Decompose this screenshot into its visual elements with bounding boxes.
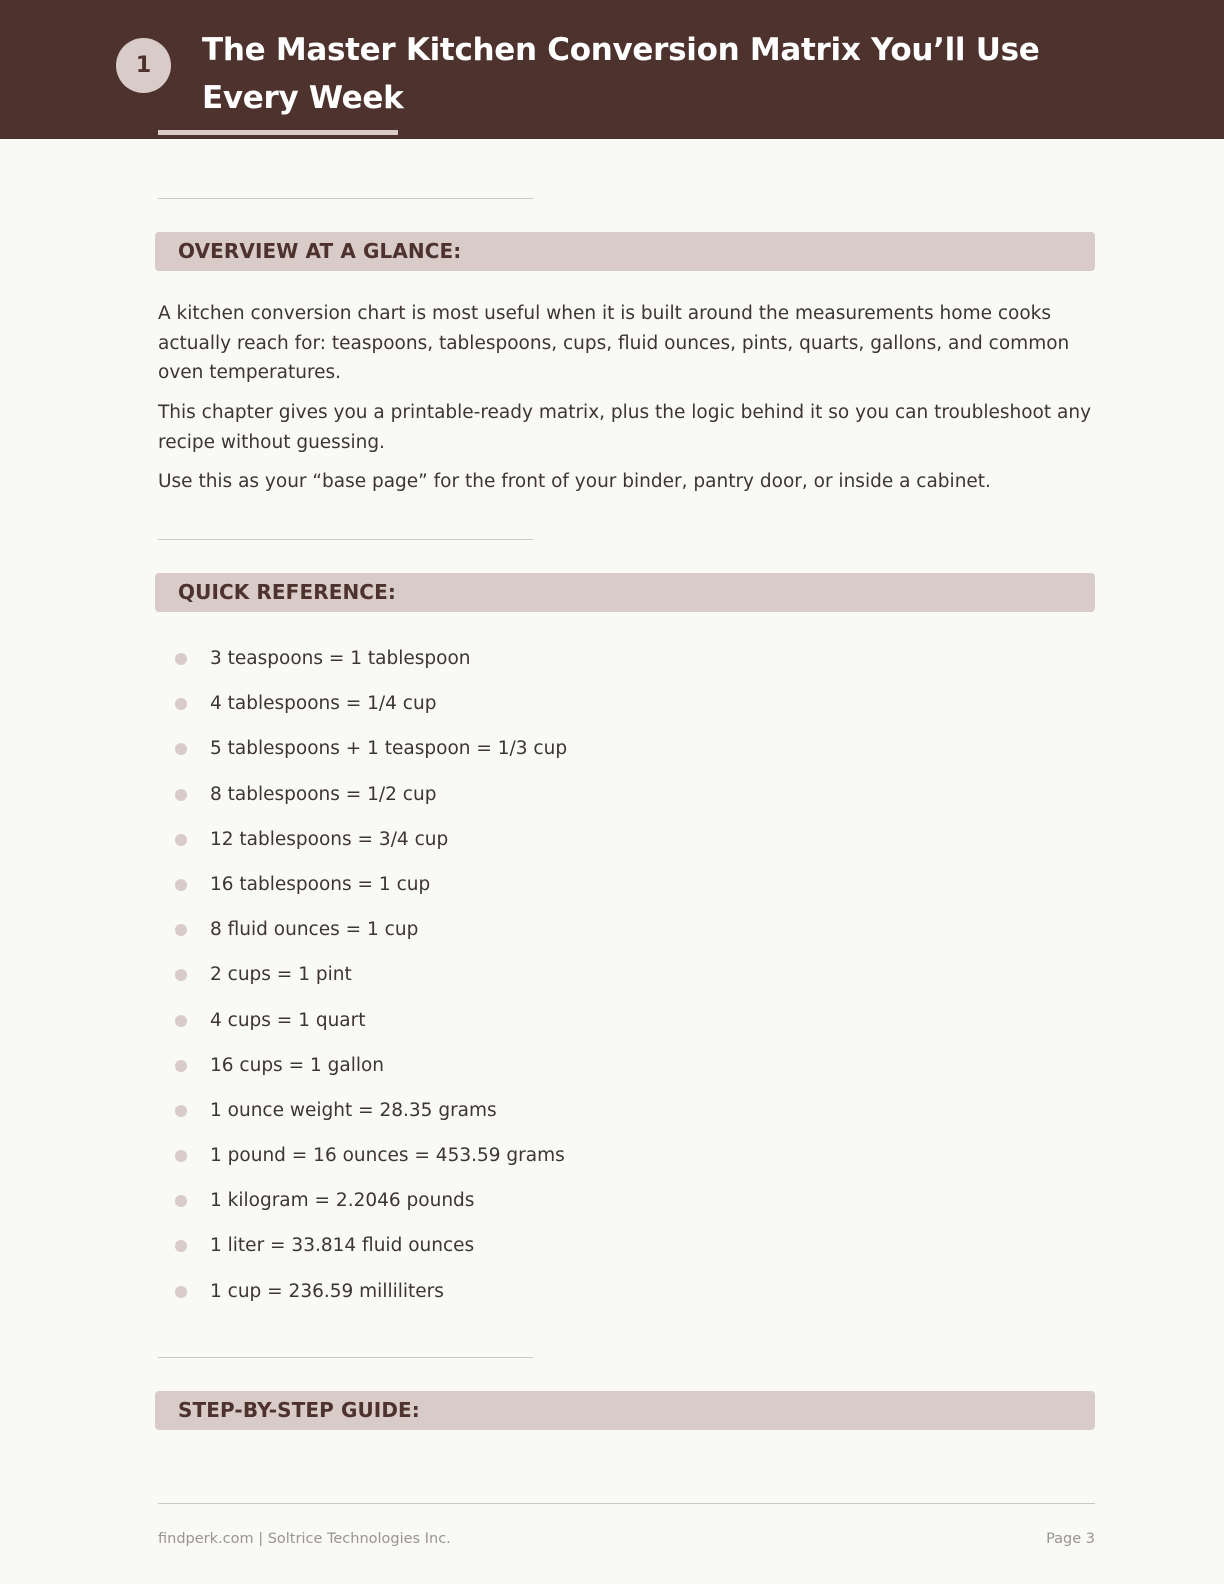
list-item <box>0 781 900 826</box>
bullet-icon <box>175 1195 187 1207</box>
bullet-icon <box>175 1105 187 1117</box>
bullet-icon <box>175 1015 187 1027</box>
section-heading-overview <box>155 232 1095 271</box>
overview-paragraph: Use this as your “base page” for the front of your binder, pantry door, or inside a cabinet. <box>158 471 991 492</box>
section-divider <box>158 198 533 199</box>
list-item-text: 8 tablespoons = 1/2 cup <box>210 783 437 805</box>
list-item <box>0 1052 900 1097</box>
bullet-icon <box>175 743 187 755</box>
page-number: Page 3 <box>1046 1531 1095 1547</box>
list-item <box>0 871 900 916</box>
list-item <box>0 916 900 961</box>
list-item-text: 1 pound = 16 ounces = 453.59 grams <box>210 1145 565 1167</box>
bullet-icon <box>175 879 187 891</box>
list-item-text: 2 cups = 1 pint <box>210 964 352 986</box>
list-item <box>0 645 900 690</box>
list-item-text: 8 fluid ounces = 1 cup <box>210 919 419 941</box>
list-item-text: 12 tablespoons = 3/4 cup <box>210 828 449 850</box>
section-heading-quick-reference <box>155 573 1095 612</box>
list-item-text: 16 tablespoons = 1 cup <box>210 873 431 895</box>
bullet-icon <box>175 969 187 981</box>
list-item-text: 5 tablespoons + 1 teaspoon = 1/3 cup <box>210 738 568 760</box>
list-item <box>0 1187 900 1232</box>
section-divider <box>158 539 533 540</box>
list-item-text: 16 cups = 1 gallon <box>210 1054 385 1076</box>
list-item-text: 4 tablespoons = 1/4 cup <box>210 693 437 715</box>
bullet-icon <box>175 1060 187 1072</box>
section-heading-label: QUICK REFERENCE: <box>178 580 396 604</box>
list-item <box>0 690 900 735</box>
list-item-text: 1 liter = 33.814 fluid ounces <box>210 1235 475 1257</box>
chapter-number-badge: 1 <box>116 38 171 93</box>
overview-paragraph: A kitchen conversion chart is most useful when it is built around the measurements home cooks actually reach for: teaspoons, tablespoons, cups, fluid ounces, pints, quarts, gallons, and common oven temperatures. <box>158 303 1070 383</box>
list-item <box>0 1232 900 1277</box>
footer-source: findperk.com | Soltrice Technologies Inc. <box>158 1531 451 1547</box>
list-item <box>0 826 900 871</box>
overview-paragraph: This chapter gives you a printable-ready matrix, plus the logic behind it so you can troubleshoot any recipe without guessing. <box>158 402 1092 453</box>
footer-divider <box>158 1503 1095 1504</box>
list-item <box>0 1007 900 1052</box>
bullet-icon <box>175 924 187 936</box>
list-item <box>0 1142 900 1187</box>
bullet-icon <box>175 698 187 710</box>
bullet-icon <box>175 834 187 846</box>
bullet-icon <box>175 1286 187 1298</box>
list-item <box>0 1097 900 1142</box>
section-heading-label: STEP-BY-STEP GUIDE: <box>178 1398 420 1422</box>
list-item <box>0 1278 900 1323</box>
list-item <box>0 735 900 780</box>
list-item-text: 1 kilogram = 2.2046 pounds <box>210 1190 475 1212</box>
list-item <box>0 961 900 1006</box>
bullet-icon <box>175 789 187 801</box>
list-item-text: 3 teaspoons = 1 tablespoon <box>210 648 471 669</box>
title-underline <box>158 130 398 135</box>
bullet-icon <box>175 1150 187 1162</box>
quick-reference-list <box>0 645 900 1323</box>
list-item-text: 1 cup = 236.59 milliliters <box>210 1280 444 1302</box>
chapter-header <box>0 0 1224 139</box>
section-heading-guide <box>155 1391 1095 1430</box>
list-item-text: 1 ounce weight = 28.35 grams <box>210 1099 497 1121</box>
bullet-icon <box>175 1240 187 1252</box>
section-heading-label: OVERVIEW AT A GLANCE: <box>178 239 462 263</box>
bullet-icon <box>175 653 187 665</box>
chapter-title: The Master Kitchen Conversion Matrix You’ll Use Every Week <box>202 32 1040 116</box>
section-divider <box>158 1357 533 1358</box>
list-item-text: 4 cups = 1 quart <box>210 1009 366 1031</box>
